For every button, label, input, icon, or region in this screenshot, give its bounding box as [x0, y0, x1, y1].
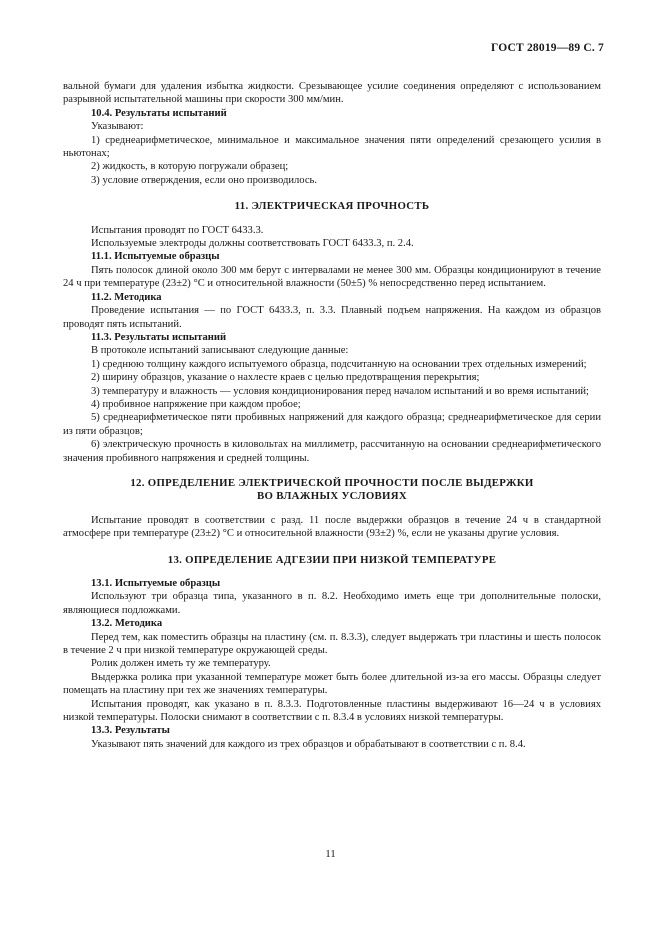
list-item: 1) среднюю толщину каждого испытуемого образца, подсчитанную на основании трех отдельных измерений; — [91, 358, 587, 370]
section-11-heading: 11. ЭЛЕКТРИЧЕСКАЯ ПРОЧНОСТЬ — [234, 200, 430, 213]
paragraph: Пять полосок длиной около 300 мм берут с интервалами не менее 300 мм. Образцы кондиционируют в течение 24 ч при температуре (23±2) °С и относительной влажности (50±5) % непосредственно перед испытанием. — [63, 264, 601, 290]
paragraph: Используемые электроды должны соответствовать ГОСТ 6433.3, п. 2.4. — [91, 238, 414, 250]
paragraph: Используют три образца типа, указанного в п. 8.2. Необходимо иметь еще три дополнительные полоски, являющиеся подложками. — [63, 591, 601, 616]
subsection-13-3-title: 13.3. Результаты — [91, 725, 170, 737]
subsection-11-3-title: 11.3. Результаты испытаний — [91, 331, 227, 343]
list-item: 2) ширину образцов, указание о нахлесте краев с целью предотвращения перекрытия; — [91, 372, 480, 384]
paragraph: Испытания проводят, как указано в п. 8.3.3. Подготовленные пластины выдерживают 16—24 ч в условиях низкой температуры. Полоски снимают в соответствии с п. 8.3.4 в условиях низкой температуры. — [63, 698, 601, 724]
list-item: 3) условие отверждения, если оно производилось. — [91, 174, 318, 186]
continuation-paragraph: вальной бумаги для удаления избытка жидкости. Срезывающее усилие соединения определяют с использованием разрывной испытательной машины при скорости 300 мм/мин. — [63, 81, 601, 106]
paragraph: Испытания проводят по ГОСТ 6433.3. — [91, 224, 264, 236]
list-item: 3) температуру и влажность — условия кондиционирования перед началом испытаний и во время испытаний; — [91, 385, 590, 397]
paragraph: Указывают: — [91, 121, 144, 133]
list-item: 5) среднеарифметическое пяти пробивных напряжений для каждого образца; среднеарифметическое для серии из пяти образцов; — [63, 412, 601, 437]
section-13-heading: 13. ОПРЕДЕЛЕНИЕ АДГЕЗИИ ПРИ НИЗКОЙ ТЕМПЕРАТУРЕ — [167, 553, 497, 566]
list-item: 6) электрическую прочность в киловольтах на миллиметр, рассчитанную на основании среднеарифметического значения пробивного напряжения и средней толщины. — [63, 439, 601, 464]
subsection-11-1-title: 11.1. Испытуемые образцы — [91, 251, 220, 263]
page-number: 11 — [325, 848, 336, 860]
subsection-10-4-title: 10.4. Результаты испытаний — [91, 107, 227, 119]
paragraph: Проведение испытания — по ГОСТ 6433.3, п. 3.3. Плавный подъем напряжения. На каждом из образцов проводят пять испытаний. — [63, 305, 601, 330]
running-header: ГОСТ 28019—89 С. 7 — [491, 42, 604, 54]
list-item: 4) пробивное напряжение при каждом пробое; — [91, 398, 301, 410]
paragraph: В протоколе испытаний записывают следующие данные: — [91, 345, 349, 357]
subsection-13-1-title: 13.1. Испытуемые образцы — [91, 578, 221, 589]
paragraph: Испытание проводят в соответствии с разд. 11 после выдержки образцов в течение 24 ч в стандартной атмосфере при температуре (23±2) °С и относительной влажности (93±2) %, если не указаны другие условия. — [63, 514, 601, 540]
list-item: 1) среднеарифметическое, минимальное и максимальное значения пяти определений срезающего усилия в ньютонах; — [63, 134, 601, 160]
page-body — [63, 80, 601, 751]
paragraph: Указывают пять значений для каждого из трех образцов и обрабатывают в соответствии с п. 8.4. — [91, 738, 526, 750]
section-12-heading-line1: 12. ОПРЕДЕЛЕНИЕ ЭЛЕКТРИЧЕСКОЙ ПРОЧНОСТИ ПОСЛЕ ВЫДЕРЖКИ — [130, 476, 534, 489]
subsection-11-2-title: 11.2. Методика — [91, 291, 162, 303]
list-item: 2) жидкость, в которую погружали образец; — [91, 161, 289, 173]
paragraph: Ролик должен иметь ту же температуру. — [91, 658, 271, 670]
subsection-13-2-title: 13.2. Методика — [91, 618, 163, 630]
section-12-heading-line2: ВО ВЛАЖНЫХ УСЛОВИЯХ — [257, 490, 407, 503]
paragraph: Выдержка ролика при указанной температуре может быть более длительной из-за его массы. Образцы следует помещать на пластину при тех же значениях температуры. — [63, 671, 601, 697]
paragraph: Перед тем, как поместить образцы на пластину (см. п. 8.3.3), следует выдержать три пластины и шесть полосок в течение 2 ч при низкой температуре окружающей среды. — [63, 631, 601, 657]
